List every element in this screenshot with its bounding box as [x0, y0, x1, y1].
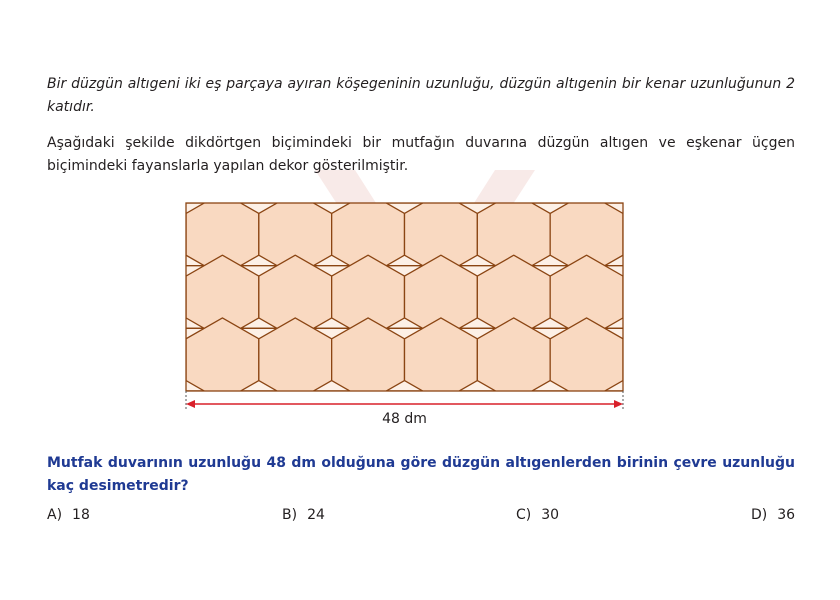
choice-d-value: 36: [777, 507, 796, 523]
choice-a-value: 18: [72, 507, 90, 523]
choice-b-value: 24: [307, 507, 325, 523]
triangle-tile: [295, 391, 368, 412]
choice-c-value: 30: [541, 507, 560, 523]
dimension-arrow-right: [614, 400, 623, 408]
question-text: Mutfak duvarının uzunluğu 48 dm olduğuna göre düzgün altıgenlerden birinin çevre uzunluğu kaç desimetredir?: [47, 455, 795, 494]
dimension-arrow-left: [186, 400, 195, 408]
triangle-tile: [368, 391, 441, 412]
choice-c-label: C): [516, 507, 532, 523]
triangle-tile: [441, 391, 514, 412]
triangle-tile: [441, 198, 514, 203]
intro-paragraph: Bir düzgün altıgeni iki eş parçaya ayıran köşegeninin uzunluğu, düzgün altıgenin bir kenar uzunluğunun 2 katıdır.: [47, 76, 795, 115]
triangle-tile: [587, 198, 630, 203]
tile-figure: [180, 198, 630, 432]
dimension-label: 48 dm: [382, 411, 427, 427]
choice-d[interactable]: [751, 505, 795, 525]
triangle-tile: [514, 391, 587, 412]
triangle-tile: [222, 198, 295, 203]
choice-b-label: B): [282, 507, 298, 523]
choice-d-label: D): [751, 507, 768, 523]
triangle-tile: [295, 198, 368, 203]
tile-pattern: [180, 198, 630, 428]
triangle-tile: [368, 198, 441, 203]
triangle-tile: [222, 391, 295, 412]
triangle-tile: [180, 198, 222, 203]
choice-a[interactable]: [47, 505, 90, 525]
choice-a-label: A): [47, 507, 63, 523]
description-paragraph: Aşağıdaki şekilde dikdörtgen biçimindeki bir mutfağın duvarına düzgün altıgen ve eşkenar üçgen biçimindeki fayanslarla yapılan dekor gösterilmiştir.: [47, 135, 795, 174]
choice-c[interactable]: [516, 505, 559, 525]
triangle-tile: [514, 198, 587, 203]
choice-b[interactable]: [282, 505, 325, 525]
